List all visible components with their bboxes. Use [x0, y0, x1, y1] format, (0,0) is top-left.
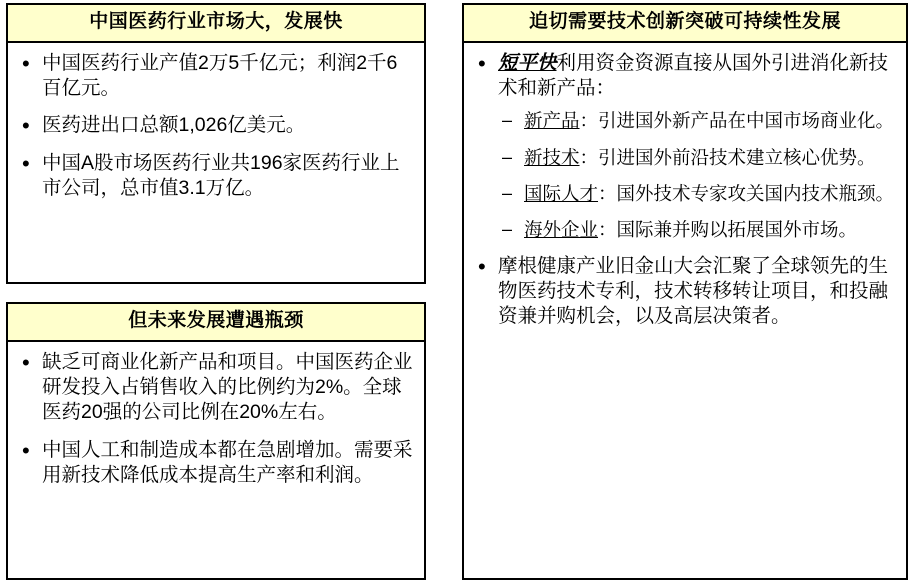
panel-market-bullet-list [18, 51, 414, 202]
list-item: • 中国A股市场医药行业共196家医药行业上市公司，总市值3.1万亿。 [18, 151, 414, 202]
panel-market [6, 3, 426, 284]
panel-innovation-title: 迫切需要技术创新突破可持续性发展 [464, 5, 906, 43]
emphasis-text: 短平快 [498, 51, 557, 74]
sub-list-item [498, 218, 896, 242]
panel-bottleneck-bullet-list [18, 350, 414, 489]
sub-list-item-text: ：国际兼并购以拓展国外市场。 [598, 218, 858, 240]
sub-list-item-label: 新产品 [524, 110, 580, 132]
panel-market-title: 中国医药行业市场大，发展快 [8, 5, 424, 43]
sub-list-item-label: 国际人才 [524, 182, 599, 204]
list-item: • 中国医药行业产值2万5千亿元；利润2千6百亿元。 [18, 51, 414, 102]
panel-bottleneck [6, 302, 426, 580]
sub-list-item-text: ：国外技术专家攻关国内技术瓶颈。 [598, 182, 895, 204]
panel-bottleneck-title: 但未来发展遭遇瓶颈 [8, 304, 424, 342]
panel-innovation-body [464, 43, 906, 346]
list-item: • 中国人工和制造成本都在急剧增加。需要采用新技术降低成本提高生产率和利润。 [18, 438, 414, 489]
panel-innovation [462, 3, 908, 580]
sub-list-item-label: 海外企业 [524, 218, 599, 240]
list-item [474, 51, 896, 242]
list-item: • 摩根健康产业旧金山大会汇聚了全球领先的生物医药技术专利，技术转移转让项目，和投融资兼并购机会，以及高层决策者。 [474, 254, 896, 330]
list-item-text: 利用资金资源直接从国外引进消化新技术和新产品： [498, 51, 889, 100]
list-item: • 缺乏可商业化新产品和项目。中国医药企业研发投入占销售收入的比例约为2%。全球医药20强的公司比例在20%左右。 [18, 350, 414, 426]
sub-list-item [498, 146, 896, 170]
sub-list-item-label: 新技术 [524, 146, 580, 168]
sub-list-item-text: ：引进国外前沿技术建立核心优势。 [579, 146, 876, 168]
sub-list-item [498, 109, 896, 133]
sub-list-item-text: ：引进国外新产品在中国市场商业化。 [579, 110, 895, 132]
panel-innovation-sub-list [498, 109, 896, 241]
panel-bottleneck-body [8, 342, 424, 505]
sub-list-item [498, 182, 896, 206]
panel-market-body [8, 43, 424, 218]
panel-innovation-bullet-list [474, 51, 896, 330]
list-item: • 医药进出口总额1,026亿美元。 [18, 113, 414, 138]
